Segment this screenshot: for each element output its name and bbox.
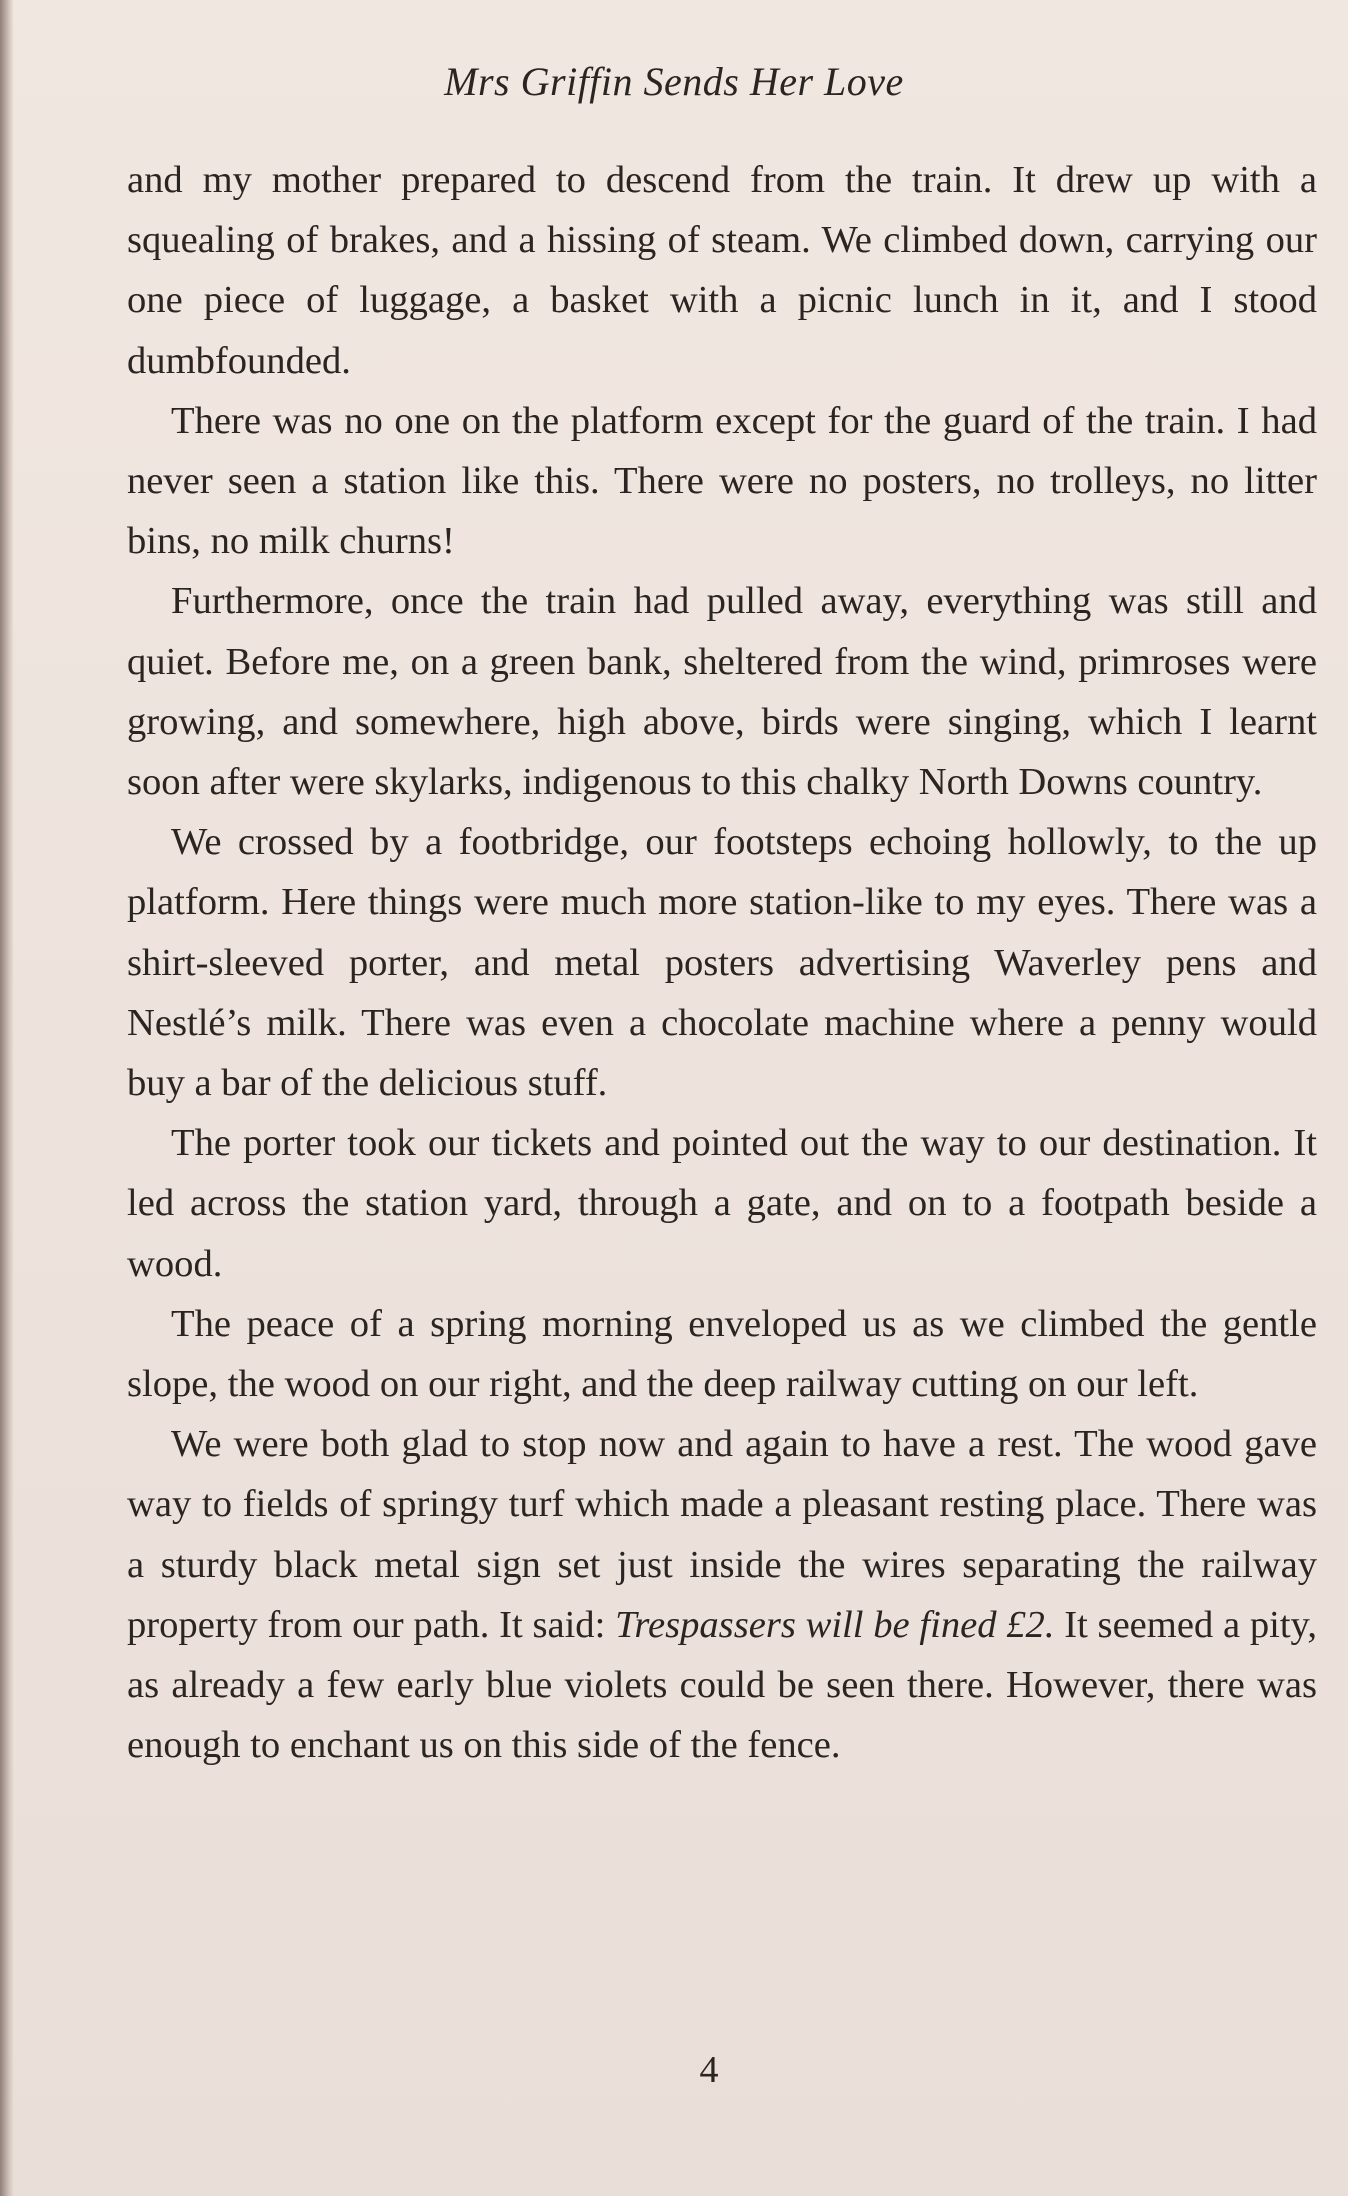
paragraph-text: We were both glad to stop now and again to have a rest. The wood gave way to fields of springy turf which made a pleasant resting place. There was a sturdy black metal sign set just inside the wires separating the railway property from our path. It said: (127, 1423, 1317, 1646)
paragraph (127, 150, 1317, 391)
page-edge-shadow (0, 0, 14, 2196)
paragraph (127, 571, 1317, 812)
paragraph (127, 391, 1317, 572)
paragraph-text: The peace of a spring morning enveloped us as we climbed the gentle slope, the wood on our right, and the deep railway cutting on our left. (127, 1302, 1317, 1406)
paragraph (127, 1414, 1317, 1775)
paragraph-text: We crossed by a footbridge, our footsteps echoing hollowly, to the up platform. Here things were much more station-like to my eyes. There was a shirt-sleeved porter, and metal posters advertising Waverley pens and Nestlé’s milk. There was even a chocolate machine where a penny would buy a bar of the delicious stuff. (127, 821, 1317, 1105)
paragraph-text: Furthermore, once the train had pulled away, everything was still and quiet. Before me, on a green bank, sheltered from the wind, primroses were growing, and somewhere, high above, birds were singing, which I learnt soon after were skylarks, indigenous to this chalky North Downs country. (127, 580, 1317, 804)
page-number: 4 (699, 2049, 719, 2091)
paragraph (127, 1113, 1317, 1294)
body-text (127, 150, 1317, 1775)
running-head: Mrs Griffin Sends Her Love (444, 59, 904, 104)
paragraph (127, 812, 1317, 1113)
paragraph-text: The porter took our tickets and pointed out the way to our destination. It led across the station yard, through a gate, and on to a footpath beside a wood. (127, 1122, 1317, 1285)
paragraph-text: and my mother prepared to descend from the train. It drew up with a squealing of brakes, and a hissing of steam. We climbed down, carrying our one piece of luggage, a basket with a picnic lunch in it, and I stood dumbfounded. (127, 159, 1317, 382)
italic-sign-text: Trespassers will be fined £2. (615, 1603, 1055, 1646)
paragraph-text: It seemed a pity, as already a few early blue violets could be seen there. However, there was enough to enchant us on this side of the fence. (127, 1603, 1317, 1767)
paragraph-text: There was no one on the platform except for the guard of the train. I had never seen a station like this. There were no posters, no trolleys, no litter bins, no milk churns! (127, 399, 1317, 563)
paragraph (127, 1294, 1317, 1414)
